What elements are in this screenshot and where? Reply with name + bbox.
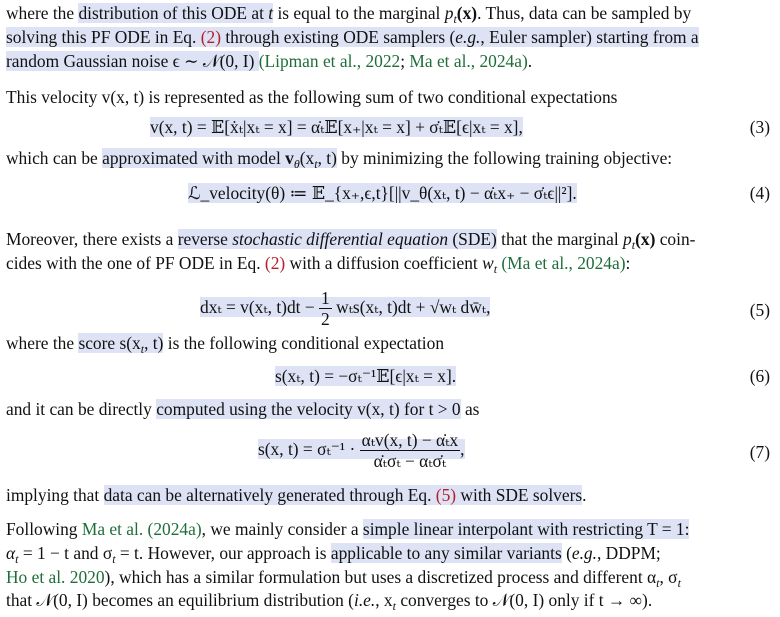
text: where the (6, 3, 79, 23)
equation-number: (3) (749, 117, 770, 137)
text-line-8: where the score $s(x_t$, t) is the following conditional expectation (6, 333, 445, 356)
text-line-7: cides with the one of PF ODE in Eq. (2) with a diffusion coefficient $w_t$ (Ma et al., 2024a): (6, 253, 631, 276)
text-line-12: $\alpha_t = 1 - t$ and $\sigma_t = t$. However, our approach is applicable to any similar variants (e.g., DDPM; (6, 543, 661, 566)
citation-link[interactable]: Ma et al. (81, 519, 144, 539)
highlight: simple linear interpolant with restricting T = 1: (362, 519, 690, 539)
text-line-3: random Gaussian noise ϵ ∼ 𝒩(0, I) (Lipman et al., 2022; Ma et al., 2024a). (6, 51, 533, 71)
highlight: score $s(x_t$, t) (78, 333, 164, 356)
equation-ref-link[interactable]: (2) (264, 253, 286, 273)
highlight: random Gaussian noise ϵ ∼ 𝒩(0, I) (6, 51, 259, 71)
equation-6: s(xₜ, t) = −σₜ⁻¹𝔼[ϵ|xₜ = x]. (275, 366, 457, 386)
text-line-14: that 𝒩(0, I) becomes an equilibrium distribution (i.e., $x_t$ converges to 𝒩(0, I) only if t → ∞). (6, 590, 653, 613)
equation-3: v(x, t) = 𝔼[ẋₜ|xₜ = x] = α̇ₜ𝔼[x₊|xₜ = x] + σ̇ₜ𝔼[ϵ|xₜ = x], (150, 117, 523, 137)
text-line-11: Following Ma et al. (2024a), we mainly consider a simple linear interpolant with restricting T = 1: (6, 519, 690, 539)
highlight: applicable to any similar variants (330, 543, 562, 563)
equation-ref-link[interactable]: (2) (200, 27, 221, 47)
text-line-1: where the distribution of this ODE at t is equal to the marginal $p_t(x)$. Thus, data can be sampled by (6, 3, 692, 26)
citation-link[interactable]: Ho et al. 2020 (6, 567, 105, 587)
equation-ref-link[interactable]: (5) (435, 485, 457, 505)
text-line-4: This velocity v(x, t) is represented as the following sum of two conditional expectations (6, 87, 618, 107)
highlight: solving this PF ODE in Eq. (2) through existing ODE samplers (e.g., Euler sampler) starting from a (6, 27, 699, 47)
text-line-13: Ho et al. 2020), which has a similar formulation but uses a discretized process and different $\alpha_t$, $\sigma_t$ (6, 567, 681, 590)
text-line-6: Moreover, there exists a reverse stochastic differential equation (SDE) that the marginal $p_t(x)$ coin- (6, 229, 696, 252)
equation-4: ℒ_velocity(θ) ≔ 𝔼_{x₊,ϵ,t}[||v_θ(xₜ, t) − α̇ₜx₊ − σ̇ₜϵ||²]. (188, 183, 577, 203)
equation-5: dxₜ = v(xₜ, t)dt − $\frac{1}{2}$ wₜs(xₜ, t)dt + √wₜ dw̄ₜ, (200, 288, 491, 329)
citation-link[interactable]: (Ma et al., 2024a) (501, 253, 626, 273)
text-line-9: and it can be directly computed using the velocity v(x, t) for t > 0 as (6, 399, 480, 419)
text-line-5: which can be approximated with model $v_\theta(x_t$, t) by minimizing the following training objective: (6, 148, 673, 171)
equation-7: s(x, t) = σₜ⁻¹ · $\frac{\text{αₜv(x, t) − α̇ₜx}}{\text{α̇ₜσₜ − αₜσ̇ₜ}}$ , (258, 430, 465, 471)
equation-number: (4) (749, 183, 770, 203)
highlight: reverse stochastic differential equation (SDE) (177, 229, 497, 249)
citation-link[interactable]: Ma et al., 2024a) (409, 51, 528, 71)
equation-number: (5) (749, 300, 770, 320)
text-line-2 (6, 26, 699, 48)
highlight: approximated with model $v_\theta(x_t$, t) (102, 148, 337, 171)
highlight: distribution of this ODE at t (78, 3, 274, 23)
equation-number: (6) (749, 366, 770, 386)
citation-link[interactable]: (2024a) (143, 519, 202, 539)
text-line-10: implying that data can be alternatively generated through Eq. (5) with SDE solvers. (6, 485, 587, 505)
equation-number: (7) (749, 442, 770, 462)
highlight: computed using the velocity v(x, t) for t > 0 (156, 399, 461, 419)
citation-link[interactable]: (Lipman et al., 2022 (258, 51, 401, 71)
highlight: data can be alternatively generated through Eq. (5) with SDE solvers (103, 485, 583, 505)
